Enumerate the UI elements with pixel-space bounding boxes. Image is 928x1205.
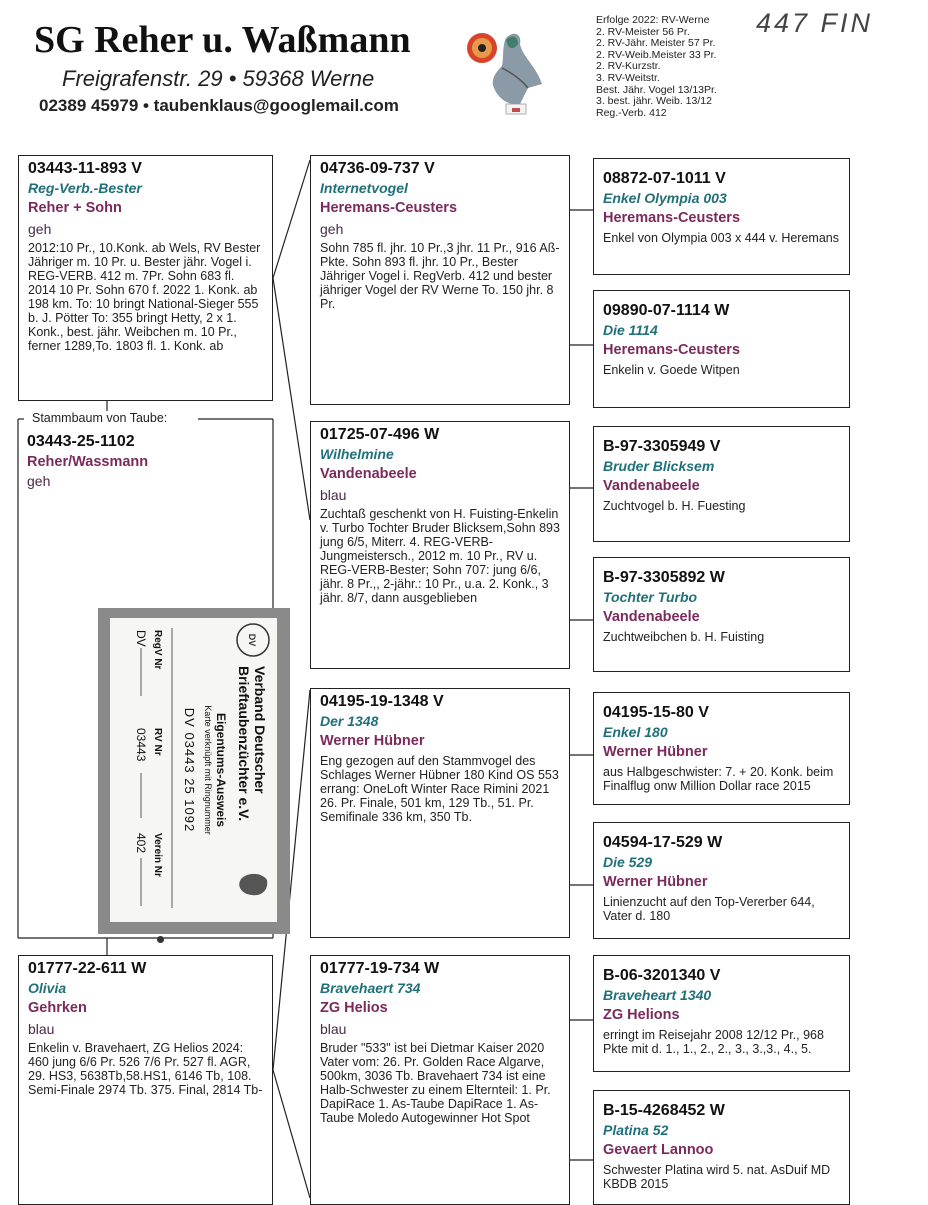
pigeon-description: Enkelin v. Bravehaert, ZG Helios 2024: 460 jung 6/6 Pr. 526 7/6 Pr. 527 fl. AGR, 29. HS3, 5638Tb,58.HS1, 6146 Tb, 108. Semi-Finale 2974 Tb. 375. Final, 2814 Tb- bbox=[28, 1041, 263, 1097]
ring-number: 01725-07-496 W bbox=[320, 426, 440, 443]
success-line: 3. best. jähr. Weib. 13/12 bbox=[596, 95, 712, 108]
pigeon-name: Wilhelmine bbox=[320, 446, 394, 462]
ring-number: 04195-19-1348 V bbox=[320, 693, 444, 710]
svg-text:Karte verknüpft mit Ringnummer: Karte verknüpft mit Ringnummer bbox=[203, 705, 213, 835]
breeder-name: Gehrken bbox=[28, 1000, 87, 1016]
breeder-name: Werner Hübner bbox=[603, 874, 708, 890]
pigeon-description: erringt im Reisejahr 2008 12/12 Pr., 968 Pkte mit d. 1., 1., 2., 2., 3., 3.,3., 4., 5. bbox=[603, 1028, 824, 1056]
ring-number: 09890-07-1114 W bbox=[603, 302, 730, 319]
pigeon-name: Braveheart 1340 bbox=[603, 987, 712, 1003]
breeder-address: Freigrafenstr. 29 • 59368 Werne bbox=[62, 66, 375, 91]
breeder-name: Reher/Wassmann bbox=[27, 454, 149, 470]
breeder-name: Gevaert Lannoo bbox=[603, 1142, 714, 1158]
success-line: 3. RV-Weitstr. bbox=[596, 71, 660, 84]
pigeon-name: Bruder Blicksem bbox=[603, 458, 715, 474]
ring-number: 04736-09-737 V bbox=[320, 160, 435, 177]
ring-number: B-06-3201340 V bbox=[603, 967, 721, 984]
father-box bbox=[18, 155, 273, 401]
ring-number: B-15-4268452 W bbox=[603, 1102, 725, 1119]
pigeon-color: blau bbox=[28, 1021, 55, 1037]
success-line: Erfolge 2022: RV-Werne bbox=[596, 14, 710, 26]
ring-number: B-97-3305949 V bbox=[603, 438, 721, 455]
great-grandparent-box bbox=[593, 955, 850, 1072]
mother-box bbox=[18, 955, 273, 1205]
breeder-name: ZG Helions bbox=[603, 1007, 680, 1023]
success-line: 2. RV-Jähr. Meister 57 Pr. bbox=[596, 37, 716, 50]
success-line: Best. Jähr. Vogel 13/13Pr. bbox=[596, 83, 717, 96]
card-title-2: Brieftaubenzüchter e.V. bbox=[236, 666, 252, 822]
ring-number: 08872-07-1011 V bbox=[603, 170, 726, 187]
pigeon-color: blau bbox=[320, 487, 347, 503]
breeder-name: ZG Helios bbox=[320, 1000, 388, 1016]
maternal-grandfather-box bbox=[310, 688, 570, 938]
pigeon-color: blau bbox=[320, 1021, 347, 1037]
pigeon-color: geh bbox=[27, 473, 51, 489]
great-grandparent-box bbox=[593, 290, 850, 408]
pigeon-name: Die 529 bbox=[603, 854, 653, 870]
pigeon-description: Eng gezogen auf den Stammvogel des Schlages Werner Hübner 180 Kind OS 553 errang: OneLoft Winter Race Rimini 2021 26. Pr. Finale, 501 km, 129 Tb., 51. Pr. Semifinale 336 km, 350 Tb. bbox=[320, 754, 559, 824]
great-grandparent-box bbox=[593, 822, 850, 939]
great-grandparent-box bbox=[593, 1090, 850, 1205]
subject-box bbox=[18, 429, 268, 519]
success-line: 2. RV-Kurzstr. bbox=[596, 60, 661, 73]
pigeon-description: Zuchtweibchen b. H. Fuisting bbox=[603, 630, 765, 644]
ring-number: 03443-11-893 V bbox=[28, 160, 142, 177]
breeder-name: Heremans-Ceusters bbox=[603, 342, 741, 358]
pigeon-description: Enkel von Olympia 003 x 444 v. Heremans bbox=[603, 231, 839, 245]
breeder-name: Vandenabeele bbox=[320, 466, 417, 482]
breeder-title: SG Reher u. Waßmann bbox=[34, 19, 411, 61]
pigeon-description: Zuchtaß geschenkt von H. Fuisting-Enkelin v. Turbo Tochter Bruder Blicksem,Sohn 893 jung 6/5, Miterr. 4. REG-VERB- Jungmeistersch., 2012 m. 10 Pr., RV u. REG-VERB-Bester; Sohn 707: jung 6/6, jähr. 8 Pr.,, 2-jähr.: 10 Pr., u.a. 2. Konk., 3 jähr. 8/7, dann ausgeblieben bbox=[320, 507, 560, 605]
ring-number: 03443-25-1102 bbox=[27, 433, 135, 450]
breeder-name: Vandenabeele bbox=[603, 609, 700, 625]
great-grandparent-box bbox=[593, 426, 850, 542]
great-grandparent-box bbox=[593, 557, 850, 672]
pigeon-logo-icon bbox=[462, 26, 558, 118]
ring-number: 04594-17-529 W bbox=[603, 834, 723, 851]
pigeon-color: geh bbox=[320, 221, 344, 237]
svg-text:DV: DV bbox=[134, 630, 148, 647]
great-grandparent-box bbox=[593, 692, 850, 805]
breeder-name: Heremans-Ceusters bbox=[603, 210, 741, 226]
svg-text:Verein Nr: Verein Nr bbox=[152, 833, 163, 877]
success-line: 2. RV-Weib.Meister 33 Pr. bbox=[596, 48, 717, 61]
breeder-name: Werner Hübner bbox=[320, 733, 425, 749]
svg-text:DV 03443 25 1092: DV 03443 25 1092 bbox=[182, 707, 197, 833]
pigeon-description: Schwester Platina wird 5. nat. AsDuif MD KBDB 2015 bbox=[603, 1163, 831, 1191]
pigeon-name: Bravehaert 734 bbox=[320, 980, 421, 996]
ring-number: 01777-22-611 W bbox=[28, 960, 147, 977]
pigeon-description: Enkelin v. Goede Witpen bbox=[603, 363, 740, 377]
svg-text:Eigentums-Ausweis: Eigentums-Ausweis bbox=[214, 712, 228, 828]
success-line: Reg.-Verb. 412 bbox=[596, 106, 667, 119]
breeder-name: Heremans-Ceusters bbox=[320, 200, 458, 216]
pigeon-name: Enkel Olympia 003 bbox=[603, 190, 727, 206]
svg-text:RV Nr: RV Nr bbox=[152, 728, 163, 756]
ring-number: 04195-15-80 V bbox=[603, 704, 709, 721]
stammbaum-label: Stammbaum von Taube: bbox=[28, 411, 171, 425]
card-title-1: Verband Deutscher bbox=[252, 666, 268, 794]
paternal-grandfather-box bbox=[310, 155, 570, 405]
handwritten-note: 447 FIN bbox=[756, 8, 874, 38]
pigeon-name: Platina 52 bbox=[603, 1122, 669, 1138]
pigeon-description: Linienzucht auf den Top-Vererber 644, Vater d. 180 bbox=[603, 895, 815, 923]
svg-text:402: 402 bbox=[134, 833, 148, 854]
pigeon-color: geh bbox=[28, 221, 52, 237]
pigeon-icon bbox=[239, 874, 267, 895]
breeder-name: Vandenabeele bbox=[603, 478, 700, 494]
pigeon-name: Der 1348 bbox=[320, 713, 379, 729]
ring-number: 01777-19-734 W bbox=[320, 960, 440, 977]
breeder-contact: 02389 45979 • taubenklaus@googlemail.com bbox=[39, 96, 399, 115]
ring-number: B-97-3305892 W bbox=[603, 569, 725, 586]
pigeon-description: 2012:10 Pr., 10.Konk. ab Wels, RV Bester Jähriger m. 10 Pr. u. Bester jähr. Vogel i. REG-VERB. 412 m. 7Pr. Sohn 683 fl. 2014 10 Pr. Sohn 670 f. 2022 1. Konk. ab 198 km. To: 10 bringt National-Sieger 555 b. J. Pötter To: 355 bringt Hetty, 2 x 1. Konk., best. jähr. Weibchen m. 10 Pr., ferner 1289,To. 1803 fl. 1. Konk. ab bbox=[28, 241, 261, 353]
breeder-name: Reher + Sohn bbox=[28, 200, 122, 216]
pigeon-description: Sohn 785 fl. jhr. 10 Pr.,3 jhr. 11 Pr., 916 Aß-Pkte. Sohn 893 fl. jhr. 10 Pr., Bester Jähriger Vogel i. RegVerb. 412 und bester jähriger Vogel der RV Werne To. 150 jhr. 8 Pr. bbox=[320, 241, 560, 311]
pigeon-name: Tochter Turbo bbox=[603, 589, 698, 605]
svg-text:DV: DV bbox=[247, 633, 257, 647]
svg-text:RegV Nr: RegV Nr bbox=[152, 630, 163, 670]
pigeon-description: Zuchtvogel b. H. Fuesting bbox=[603, 499, 746, 513]
success-line: 2. RV-Meister 56 Pr. bbox=[596, 25, 690, 38]
ownership-card bbox=[98, 608, 290, 934]
svg-text:03443: 03443 bbox=[134, 728, 148, 762]
maternal-grandmother-box bbox=[310, 955, 570, 1205]
pigeon-name: Reg-Verb.-Bester bbox=[28, 180, 142, 196]
card-pin-icon bbox=[157, 936, 164, 943]
card-inner bbox=[110, 618, 277, 922]
pigeon-name: Internetvogel bbox=[320, 180, 408, 196]
card-content bbox=[110, 618, 277, 922]
great-grandparent-box bbox=[593, 158, 850, 275]
successes-list bbox=[596, 15, 717, 119]
pigeon-name: Die 1114 bbox=[603, 322, 658, 338]
paternal-grandmother-box bbox=[310, 421, 570, 669]
pigeon-name: Enkel 180 bbox=[603, 724, 668, 740]
pigeon-description: Bruder "533" ist bei Dietmar Kaiser 2020 Vater vom: 26. Pr. Golden Race Algarve, 500km, 3036 Tb. Bravehaert 734 ist eine Halb-Schwester zu einem Elternteil: 1. Pr. DapiRace 1. As-Taube DapiRace 1. As-Taube Moledo Autogewinner Hot Spot bbox=[320, 1041, 551, 1125]
pigeon-name: Olivia bbox=[28, 980, 67, 996]
breeder-name: Werner Hübner bbox=[603, 744, 708, 760]
pigeon-description: aus Halbgeschwister: 7. + 20. Konk. beim Finalflug onw Million Dollar race 2015 bbox=[603, 765, 834, 793]
